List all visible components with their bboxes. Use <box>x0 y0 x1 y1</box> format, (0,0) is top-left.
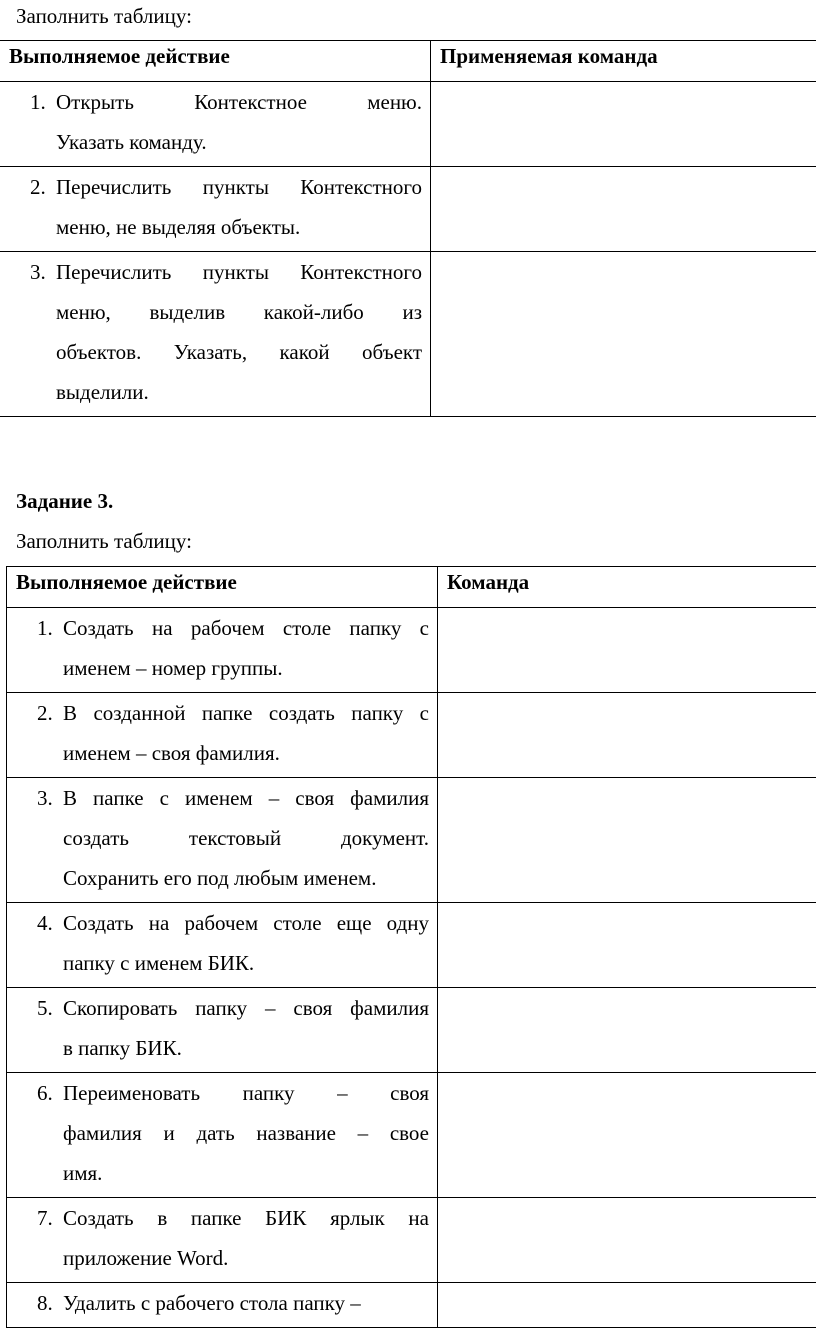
command-cell[interactable] <box>438 1073 816 1198</box>
header-action: Выполняемое действие <box>0 41 431 82</box>
item-text-line: Перечислить пункты Контекстного <box>56 167 422 207</box>
item-text-line: Сохранить его под любым именем. <box>63 858 429 898</box>
item-text-line: меню, не выделяя объекты. <box>56 207 422 247</box>
table-row <box>0 167 816 252</box>
item-text-line: именем – номер группы. <box>63 648 429 688</box>
action-cell <box>7 608 438 693</box>
table-row <box>0 82 816 167</box>
item-text-line: Удалить с рабочего стола папку – <box>63 1283 429 1323</box>
header-command: Команда <box>438 567 816 608</box>
header-command: Применяемая команда <box>431 41 816 82</box>
action-cell <box>7 1283 438 1328</box>
command-cell[interactable] <box>431 82 816 167</box>
table-actions-1 <box>0 40 816 417</box>
task-intro-text: Заполнить таблицу: <box>16 529 192 553</box>
item-text-line: Скопировать папку – своя фамилия <box>63 988 429 1028</box>
command-cell[interactable] <box>438 693 816 778</box>
item-number: 4. <box>37 903 63 983</box>
item-text-line: выделили. <box>56 372 422 412</box>
header-action: Выполняемое действие <box>7 567 438 608</box>
action-cell <box>7 778 438 903</box>
table-row <box>7 1283 816 1328</box>
action-cell <box>7 693 438 778</box>
table-row <box>7 1073 816 1198</box>
table-row <box>7 778 816 903</box>
item-text-line: В созданной папке создать папку с <box>63 693 429 733</box>
item-number: 1. <box>30 82 56 162</box>
item-text-line: Создать на рабочем столе еще одну <box>63 903 429 943</box>
item-text-line: объектов. Указать, какой объект <box>56 332 422 372</box>
table-row <box>7 608 816 693</box>
action-cell <box>0 252 431 417</box>
table-row <box>7 1198 816 1283</box>
item-number: 2. <box>37 693 63 773</box>
item-number: 1. <box>37 608 63 688</box>
action-cell <box>7 903 438 988</box>
task-heading: Задание 3. <box>16 489 113 513</box>
command-cell[interactable] <box>438 903 816 988</box>
intro-text: Заполнить таблицу: <box>16 4 192 28</box>
item-number: 8. <box>37 1283 63 1323</box>
item-number: 3. <box>37 778 63 898</box>
item-text-line: В папке с именем – своя фамилия <box>63 778 429 818</box>
item-text-line: Создать в папке БИК ярлык на <box>63 1198 429 1238</box>
item-text-line: Переименовать папку – своя <box>63 1073 429 1113</box>
item-text-line: именем – своя фамилия. <box>63 733 429 773</box>
action-cell <box>7 1198 438 1283</box>
item-text-line: Указать команду. <box>56 122 422 162</box>
command-cell[interactable] <box>438 988 816 1073</box>
item-text-line: Создать на рабочем столе папку с <box>63 608 429 648</box>
action-cell <box>0 82 431 167</box>
item-number: 2. <box>30 167 56 247</box>
action-cell <box>7 1073 438 1198</box>
command-cell[interactable] <box>431 252 816 417</box>
item-number: 7. <box>37 1198 63 1278</box>
command-cell[interactable] <box>438 608 816 693</box>
table-row <box>7 903 816 988</box>
table-row <box>7 988 816 1073</box>
item-text-line: папку с именем БИК. <box>63 943 429 983</box>
action-cell <box>0 167 431 252</box>
item-text-line: Открыть Контекстное меню. <box>56 82 422 122</box>
command-cell[interactable] <box>438 1198 816 1283</box>
item-text-line: в папку БИК. <box>63 1028 429 1068</box>
command-cell[interactable] <box>431 167 816 252</box>
item-number: 6. <box>37 1073 63 1193</box>
item-text-line: создать текстовый документ. <box>63 818 429 858</box>
item-text-line: имя. <box>63 1153 429 1193</box>
item-text-line: фамилия и дать название – свое <box>63 1113 429 1153</box>
command-cell[interactable] <box>438 1283 816 1328</box>
item-text-line: приложение Word. <box>63 1238 429 1278</box>
item-text-line: меню, выделив какой-либо из <box>56 292 422 332</box>
action-cell <box>7 988 438 1073</box>
table-row <box>0 252 816 417</box>
table-row <box>7 693 816 778</box>
table-actions-2 <box>6 566 816 1328</box>
item-number: 3. <box>30 252 56 412</box>
command-cell[interactable] <box>438 778 816 903</box>
item-number: 5. <box>37 988 63 1068</box>
item-text-line: Перечислить пункты Контекстного <box>56 252 422 292</box>
